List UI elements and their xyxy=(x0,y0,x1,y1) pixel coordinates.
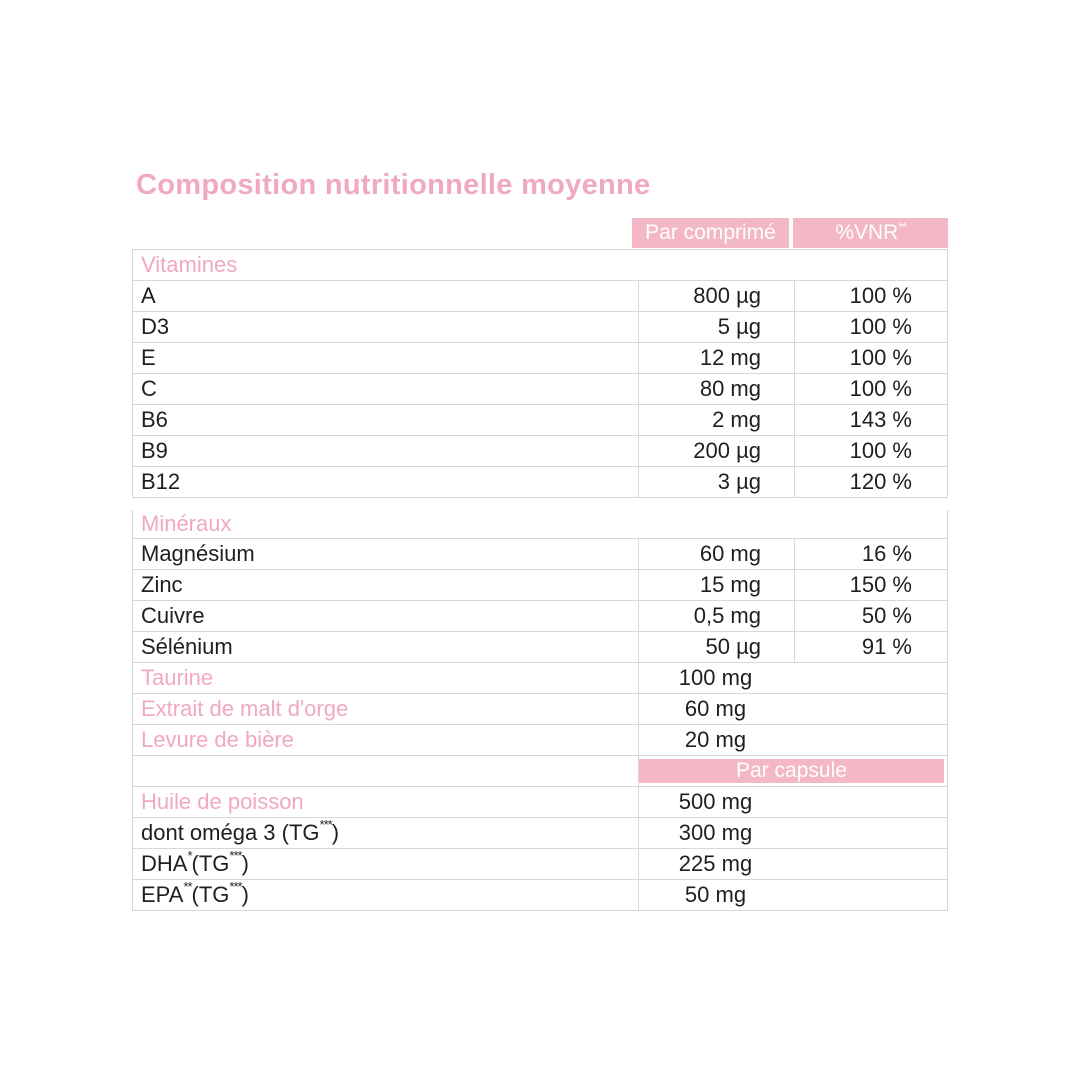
table-row-magnesium xyxy=(132,539,948,570)
row-value: 12 mg xyxy=(638,343,794,373)
row-label-text: ) xyxy=(241,882,249,907)
section-spacer xyxy=(132,498,948,510)
row-value: 5 µg xyxy=(638,312,794,342)
row-value: 225 mg xyxy=(638,849,947,879)
row-vnr: 100 % xyxy=(794,312,947,342)
table-row-vitamin-b6 xyxy=(132,405,948,436)
table-row-dha xyxy=(132,849,948,880)
table-row-taurine xyxy=(132,663,948,694)
row-value: 60 mg xyxy=(638,539,794,569)
row-value: 3 µg xyxy=(638,467,794,497)
row-label: Magnésium xyxy=(141,541,255,566)
row-label: D3 xyxy=(141,314,170,339)
row-label: Zinc xyxy=(141,572,183,597)
table-row-vitamin-d3 xyxy=(132,312,948,343)
column-header-per-tablet xyxy=(632,218,789,248)
row-value: 0,5 mg xyxy=(638,601,794,631)
row-vnr: 120 % xyxy=(794,467,947,497)
column-header-per-tablet-label: Par comprimé xyxy=(645,221,776,244)
row-value: 300 mg xyxy=(638,818,947,848)
table-row-levure-biere xyxy=(132,725,948,756)
row-label: A xyxy=(141,283,156,308)
row-vnr: 100 % xyxy=(794,374,947,404)
row-vnr: 91 % xyxy=(794,632,947,662)
capsule-band-label: Par capsule xyxy=(736,759,847,782)
row-value: 15 mg xyxy=(638,570,794,600)
table-row-vitamin-b9 xyxy=(132,436,948,467)
row-label: dont oméga 3 (TG *** ) xyxy=(141,817,340,845)
table-row-huile-poisson xyxy=(132,787,948,818)
row-label: C xyxy=(141,376,157,401)
column-header-vnr-label: %VNR xyxy=(835,221,899,244)
row-value: 60 mg xyxy=(638,694,947,724)
table-row-selenium xyxy=(132,632,948,663)
row-value: 50 mg xyxy=(638,880,947,910)
table-row-omega3 xyxy=(132,818,948,849)
column-header-vnr: %VNR ** xyxy=(793,218,948,248)
row-label: B9 xyxy=(141,438,168,463)
capsule-band xyxy=(639,759,944,783)
section-header-vitamins xyxy=(132,250,948,281)
table-row-vitamin-e xyxy=(132,343,948,374)
row-value: 800 µg xyxy=(638,281,794,311)
row-label: EPA ** (TG *** ) xyxy=(141,879,249,907)
row-label: E xyxy=(141,345,156,370)
row-label: Taurine xyxy=(141,665,214,690)
row-label-text: (TG xyxy=(191,851,230,876)
row-label: Cuivre xyxy=(141,603,205,628)
row-vnr: 100 % xyxy=(794,436,947,466)
row-value: 20 mg xyxy=(638,725,947,755)
section-header-minerals-label: Minéraux xyxy=(141,511,232,536)
row-value: 500 mg xyxy=(638,787,947,817)
row-vnr: 16 % xyxy=(794,539,947,569)
row-value: 2 mg xyxy=(638,405,794,435)
row-vnr: 100 % xyxy=(794,281,947,311)
nutrition-table xyxy=(132,249,948,911)
row-label: Sélénium xyxy=(141,634,233,659)
table-row-vitamin-a xyxy=(132,281,948,312)
page-title: Composition nutritionnelle moyenne xyxy=(136,169,651,201)
row-label-text: ) xyxy=(331,820,340,845)
column-header-band xyxy=(132,218,948,248)
row-vnr: 150 % xyxy=(794,570,947,600)
row-label-text: EPA xyxy=(141,882,184,907)
row-label-text: dont oméga 3 (TG xyxy=(141,820,320,845)
row-label-text: DHA xyxy=(141,851,188,876)
row-label-text: (TG xyxy=(191,882,230,907)
row-value: 100 mg xyxy=(638,663,947,693)
row-value: 80 mg xyxy=(638,374,794,404)
row-vnr: 50 % xyxy=(794,601,947,631)
row-vnr: 100 % xyxy=(794,343,947,373)
table-row-malt-orge xyxy=(132,694,948,725)
section-header-vitamins-label: Vitamines xyxy=(141,252,238,277)
table-row-vitamin-c xyxy=(132,374,948,405)
table-row-cuivre xyxy=(132,601,948,632)
section-header-minerals xyxy=(132,510,948,539)
row-label: DHA * (TG *** ) xyxy=(141,848,249,876)
row-label: Extrait de malt d'orge xyxy=(141,696,349,721)
row-label: B12 xyxy=(141,469,181,494)
table-row-vitamin-b12 xyxy=(132,467,948,498)
row-label: Levure de bière xyxy=(141,727,294,752)
row-label: B6 xyxy=(141,407,168,432)
table-row-zinc xyxy=(132,570,948,601)
row-value: 200 µg xyxy=(638,436,794,466)
row-label-text: ) xyxy=(241,851,249,876)
capsule-header-row xyxy=(132,756,948,787)
capsule-header-empty-cell xyxy=(133,756,638,786)
row-label: Huile de poisson xyxy=(141,789,304,814)
table-row-epa xyxy=(132,880,948,911)
row-vnr: 143 % xyxy=(794,405,947,435)
capsule-header-cell xyxy=(638,756,947,786)
row-value: 50 µg xyxy=(638,632,794,662)
